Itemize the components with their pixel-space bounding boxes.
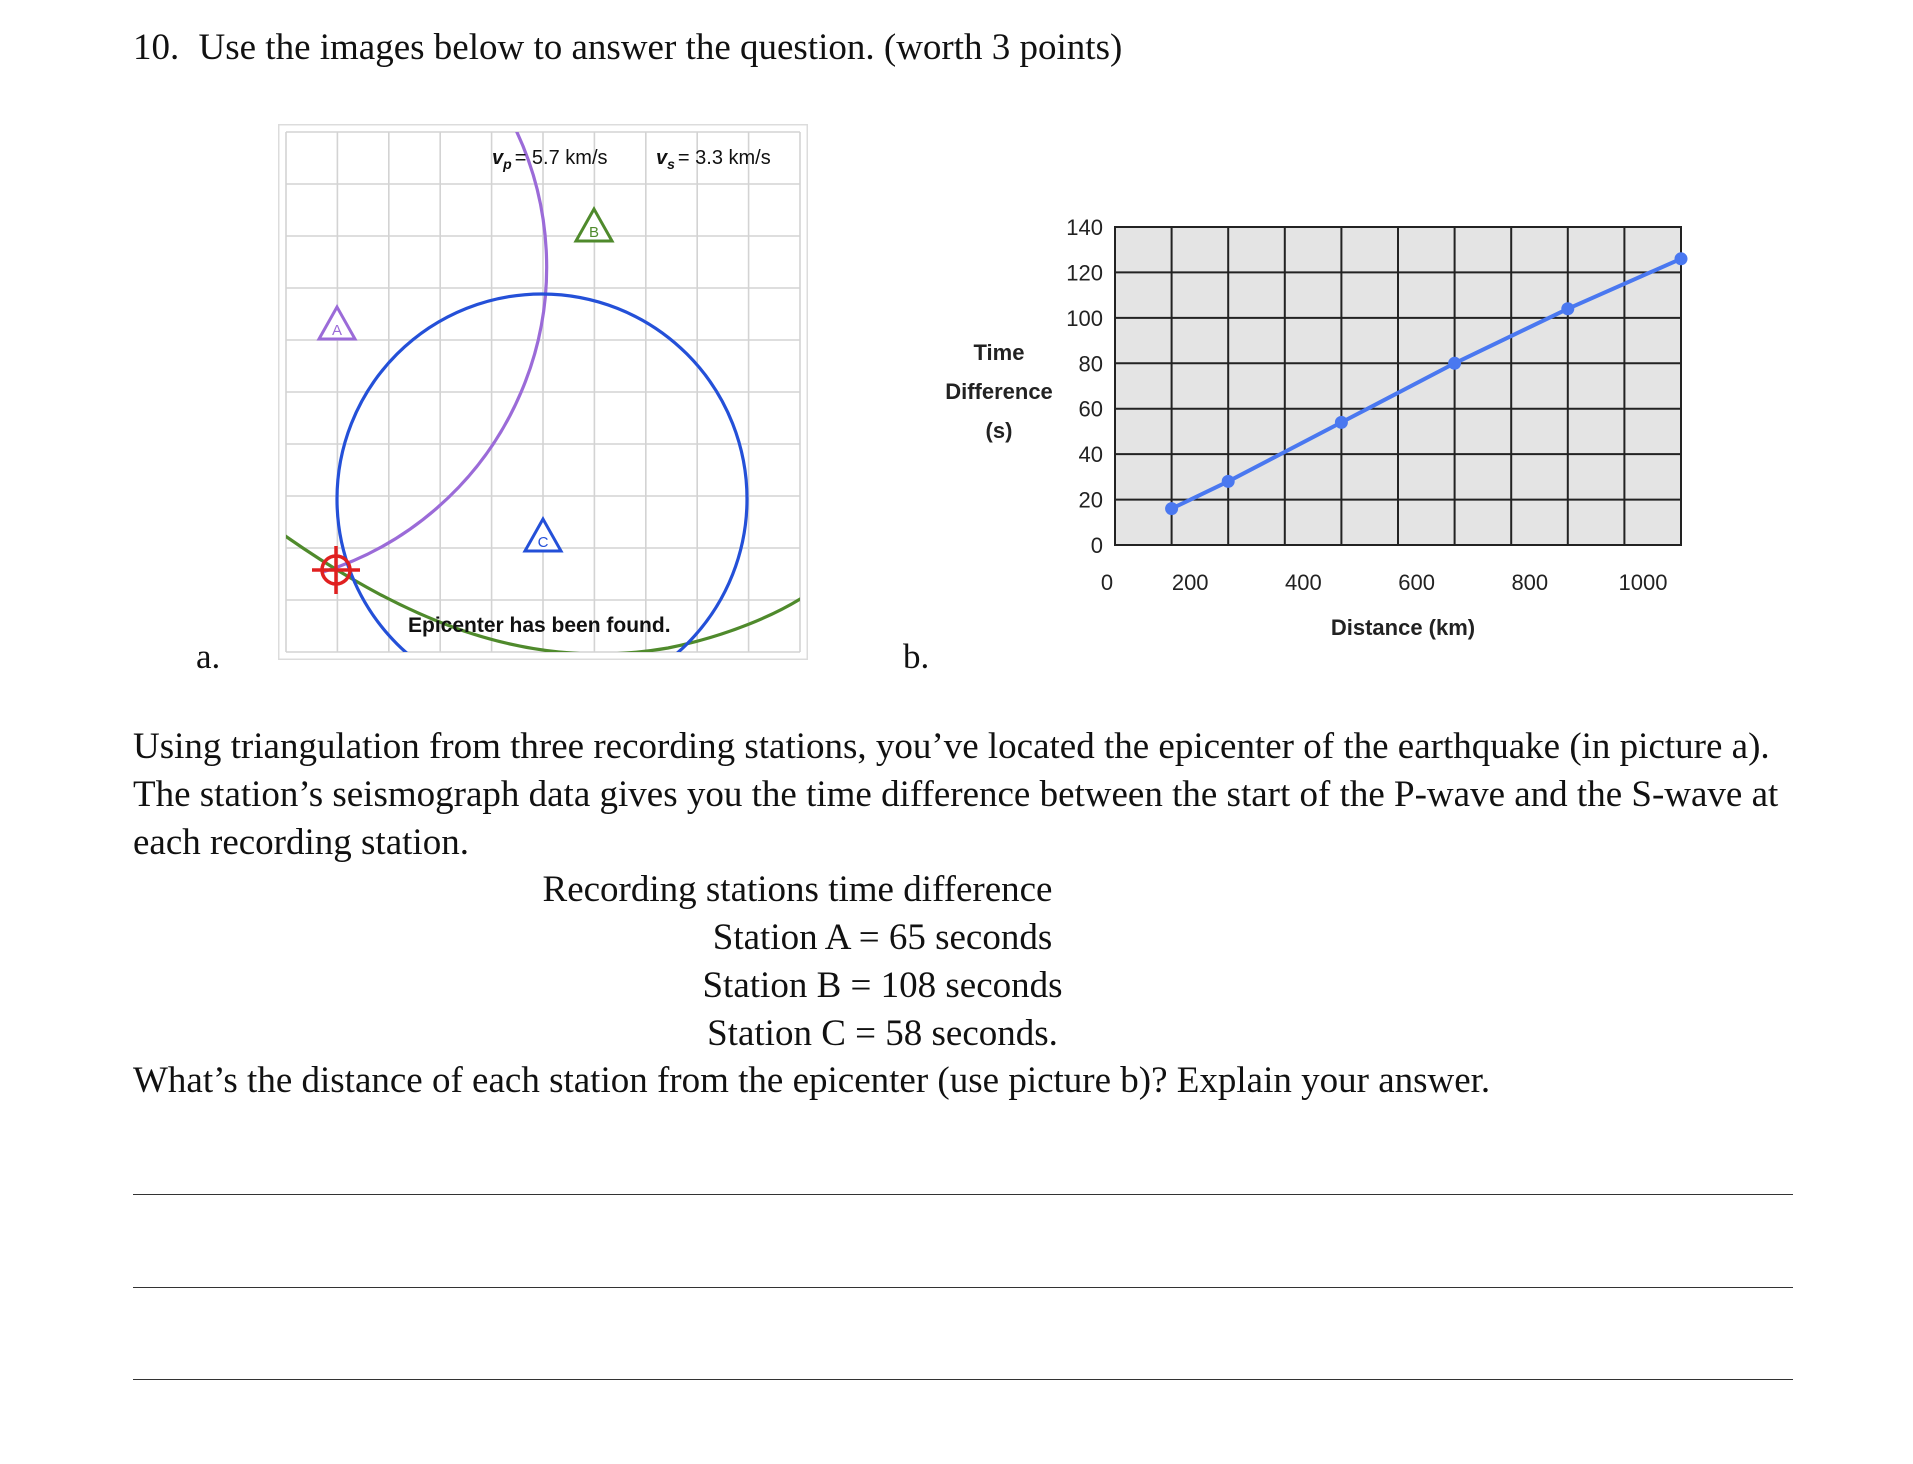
vs-value: = 3.3 km/s [677,147,771,169]
final-question: What’s the distance of each station from the epicenter (use picture b)? Explain your answer. [133,1060,1491,1101]
answer-line-1[interactable] [133,1194,1793,1195]
answer-line-3[interactable] [133,1379,1793,1380]
y-tick-labels [1066,215,1103,558]
y-tick-label-7: 140 [1066,215,1103,240]
y-axis-title [945,340,1053,443]
y-title-line-2: Difference [945,379,1053,404]
vp-value: = 5.7 km/s [514,147,608,169]
question-text: Use the images below to answer the question. [198,27,875,68]
x-tick-label-1: 200 [1171,570,1209,595]
x-axis-title: Distance (km) [1330,615,1476,640]
y-tick-label-5: 100 [1066,305,1103,331]
data-point-4 [1561,302,1574,315]
vp-subscript: p [503,156,512,172]
stations-title: Recording stations time difference [542,869,1053,910]
x-tick-labels [1101,570,1668,595]
data-point-0 [1165,502,1178,515]
figure-a-label: a. [196,637,221,676]
time-distance-chart [935,205,1720,660]
question-heading [133,26,1122,69]
y-title-line-1: Time [973,340,1025,365]
y-tick-label-3: 60 [1078,396,1103,422]
question-paragraph: Using triangulation from three recording stations, you’ve located the epicenter of the earthquake (in picture a). The station’s seismograph data gives you the time difference between the start of the P-wave and the S-wave at each recording station. [133,726,1779,863]
data-point-3 [1448,357,1461,370]
x-tick-label-5: 1000 [1618,570,1668,595]
vp-symbol: v [492,147,504,169]
x-tick-label-4: 800 [1511,570,1549,595]
recording-stations-block [0,866,1913,1058]
y-tick-label-4: 80 [1078,351,1103,377]
epicenter-caption: Epicenter has been found. [408,614,671,637]
station-a-time: Station A = 65 seconds [712,917,1053,958]
y-tick-label-2: 40 [1078,442,1103,468]
y-tick-label-6: 120 [1066,260,1103,286]
data-point-1 [1222,475,1235,488]
answer-line-2[interactable] [133,1287,1793,1288]
station-b-label: B [588,224,600,241]
question-number: 10. [133,27,180,68]
x-tick-label-0: 0 [1100,570,1114,595]
y-tick-label-0: 0 [1090,533,1103,558]
station-c-label: C [537,534,549,551]
triangulation-map [278,124,808,660]
y-title-line-3: (s) [985,418,1013,443]
y-tick-label-1: 20 [1078,487,1103,513]
station-c-time: Station C = 58 seconds. [707,1013,1058,1054]
data-point-5 [1675,252,1688,265]
question-points: (worth 3 points) [883,27,1123,68]
vs-subscript: s [667,156,675,172]
figure-b-label: b. [903,637,930,676]
station-b-time: Station B = 108 seconds [702,965,1063,1006]
data-point-2 [1335,416,1348,429]
x-tick-label-2: 400 [1285,570,1322,595]
x-tick-label-3: 600 [1398,570,1435,595]
station-a-label: A [331,322,343,339]
vs-symbol: v [656,147,668,169]
